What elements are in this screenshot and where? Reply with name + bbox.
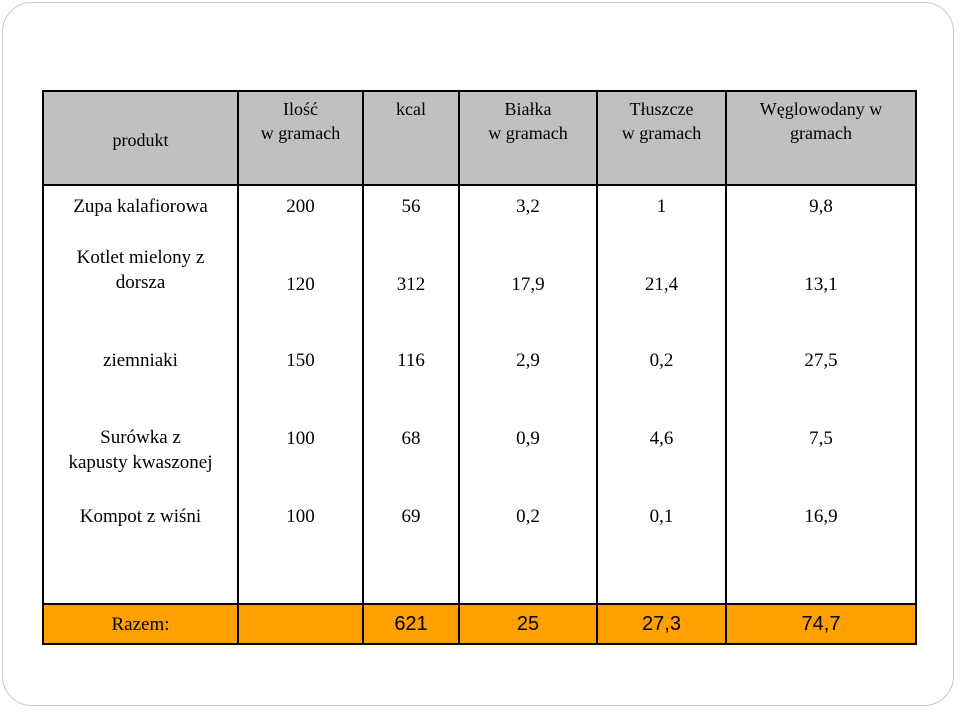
total-fat: 27,3: [642, 612, 681, 635]
table-cell-amount: 150: [286, 349, 315, 371]
total-carbs: 74,7: [801, 612, 841, 635]
table-cell-kcal: 312: [396, 273, 426, 295]
table-cell-amount: 100: [286, 427, 315, 449]
header-fat: Tłuszcze w gramach: [621, 99, 702, 143]
table-cell-fat: 1: [656, 195, 667, 217]
header-carbs: Węglowodany w gramach: [759, 99, 883, 143]
table-cell-product: Surówka z kapusty kwaszonej: [68, 427, 213, 473]
table-cell-product: ziemniaki: [103, 349, 178, 371]
table-cell-kcal: 116: [397, 349, 425, 371]
table-border-bottom: [43, 643, 917, 645]
table-cell-carbs: 13,1: [804, 273, 838, 295]
table-cell-protein: 0,2: [516, 505, 540, 527]
header-kcal: kcal: [396, 99, 426, 119]
total-kcal: 621: [394, 612, 428, 635]
header-produkt: produkt: [112, 130, 169, 150]
total-label: Razem:: [111, 613, 170, 635]
table-cell-product: Kompot z wiśni: [79, 505, 202, 527]
table-cell-fat: 21,4: [644, 273, 679, 295]
table-cell-product: Zupa kalafiorowa: [73, 195, 208, 217]
table-cell-carbs: 27,5: [804, 349, 838, 371]
table-cell-kcal: 56: [401, 195, 421, 217]
table-cell-fat: 0,1: [649, 505, 674, 527]
table-cell-amount: 200: [286, 195, 315, 217]
header-amount: Ilość w gramach: [260, 99, 341, 143]
total-amount: [239, 605, 362, 643]
header-divider: [43, 184, 917, 186]
table-cell-kcal: 69: [401, 505, 421, 527]
total-protein: 25: [516, 612, 540, 635]
table-border-right: [915, 90, 917, 645]
table-cell-carbs: 9,8: [809, 195, 833, 217]
table-cell-kcal: 68: [401, 427, 421, 449]
table-cell-amount: 120: [286, 273, 315, 295]
table-cell-fat: 4,6: [649, 427, 674, 449]
table-cell-carbs: 16,9: [804, 505, 838, 527]
table-cell-protein: 3,2: [516, 195, 540, 217]
table-cell-amount: 100: [286, 505, 315, 527]
header-protein: Białka w gramach: [488, 99, 568, 143]
table-cell-product: Kotlet mielony z dorsza: [76, 247, 205, 293]
table-cell-fat: 0,2: [649, 349, 674, 371]
table-cell-protein: 17,9: [511, 273, 545, 295]
table-cell-protein: 2,9: [516, 349, 540, 371]
table-cell-protein: 0,9: [516, 427, 540, 449]
table-cell-carbs: 7,5: [809, 427, 833, 449]
